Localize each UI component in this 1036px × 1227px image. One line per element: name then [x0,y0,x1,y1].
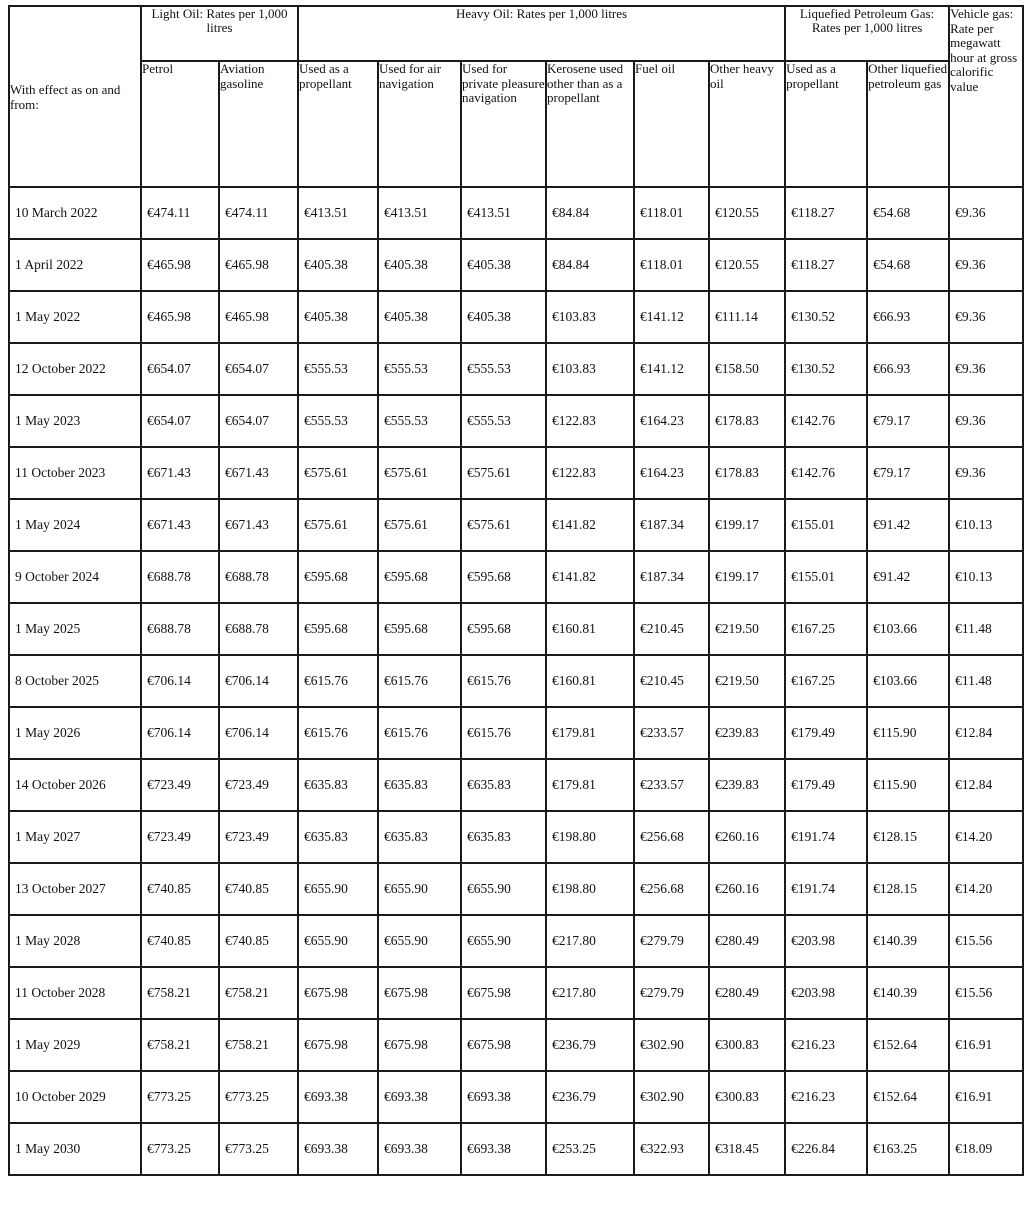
vehicle-gas-rate-cell: €9.36 [949,187,1023,239]
aviation-gasoline-rate-cell: €465.98 [219,239,298,291]
other-heavy-oil-rate-cell: €280.49 [709,915,785,967]
heavy-oil-propellant-rate-cell: €615.76 [298,707,378,759]
heavy-oil-propellant-rate-cell: €413.51 [298,187,378,239]
other-lpg-rate-cell: €152.64 [867,1071,949,1123]
other-heavy-oil-rate-cell: €280.49 [709,967,785,1019]
other-lpg-rate-cell: €91.42 [867,499,949,551]
kerosene-rate-cell: €122.83 [546,447,634,499]
aviation-gasoline-rate-cell: €740.85 [219,863,298,915]
other-lpg-rate-cell: €140.39 [867,915,949,967]
table-row [9,603,1023,655]
other-lpg-rate-cell: €54.68 [867,187,949,239]
petrol-rate-cell: €654.07 [141,343,219,395]
other-heavy-oil-rate-cell: €178.83 [709,447,785,499]
private-pleasure-navigation-rate-cell: €595.68 [461,551,546,603]
petrol-rate-cell: €671.43 [141,499,219,551]
lpg-propellant-rate-cell: €130.52 [785,343,867,395]
column-header-other-heavy-oil: Other heavy oil [709,61,785,187]
kerosene-rate-cell: €160.81 [546,603,634,655]
lpg-propellant-rate-cell: €155.01 [785,551,867,603]
petrol-rate-cell: €758.21 [141,967,219,1019]
kerosene-rate-cell: €198.80 [546,811,634,863]
air-navigation-rate-cell: €675.98 [378,1019,461,1071]
petrol-rate-cell: €723.49 [141,811,219,863]
other-heavy-oil-rate-cell: €178.83 [709,395,785,447]
other-heavy-oil-rate-cell: €120.55 [709,239,785,291]
vehicle-gas-rate-cell: €15.56 [949,967,1023,1019]
table-row [9,863,1023,915]
other-heavy-oil-rate-cell: €318.45 [709,1123,785,1175]
air-navigation-rate-cell: €413.51 [378,187,461,239]
rates-table-body [9,187,1023,1175]
rates-table [8,5,1024,1176]
fuel-oil-rate-cell: €164.23 [634,395,709,447]
heavy-oil-propellant-rate-cell: €595.68 [298,551,378,603]
lpg-propellant-rate-cell: €179.49 [785,759,867,811]
lpg-propellant-rate-cell: €191.74 [785,811,867,863]
heavy-oil-propellant-rate-cell: €405.38 [298,291,378,343]
effective-date-cell: 12 October 2022 [9,343,141,395]
effective-date-cell: 14 October 2026 [9,759,141,811]
aviation-gasoline-rate-cell: €465.98 [219,291,298,343]
table-row [9,915,1023,967]
lpg-propellant-rate-cell: €167.25 [785,655,867,707]
kerosene-rate-cell: €198.80 [546,863,634,915]
aviation-gasoline-rate-cell: €654.07 [219,395,298,447]
fuel-oil-rate-cell: €141.12 [634,291,709,343]
air-navigation-rate-cell: €555.53 [378,343,461,395]
heavy-oil-propellant-rate-cell: €675.98 [298,1019,378,1071]
fuel-oil-rate-cell: €187.34 [634,551,709,603]
private-pleasure-navigation-rate-cell: €405.38 [461,239,546,291]
effective-date-cell: 10 October 2029 [9,1071,141,1123]
aviation-gasoline-rate-cell: €723.49 [219,759,298,811]
table-row [9,707,1023,759]
private-pleasure-navigation-rate-cell: €635.83 [461,759,546,811]
heavy-oil-propellant-rate-cell: €693.38 [298,1123,378,1175]
vehicle-gas-rate-cell: €10.13 [949,551,1023,603]
private-pleasure-navigation-rate-cell: €405.38 [461,291,546,343]
other-lpg-rate-cell: €152.64 [867,1019,949,1071]
aviation-gasoline-rate-cell: €740.85 [219,915,298,967]
lpg-propellant-rate-cell: €142.76 [785,447,867,499]
aviation-gasoline-rate-cell: €773.25 [219,1123,298,1175]
petrol-rate-cell: €723.49 [141,759,219,811]
petrol-rate-cell: €773.25 [141,1123,219,1175]
other-lpg-rate-cell: €163.25 [867,1123,949,1175]
lpg-propellant-rate-cell: €130.52 [785,291,867,343]
private-pleasure-navigation-rate-cell: €615.76 [461,655,546,707]
petrol-rate-cell: €740.85 [141,863,219,915]
other-heavy-oil-rate-cell: €158.50 [709,343,785,395]
lpg-propellant-rate-cell: €216.23 [785,1071,867,1123]
lpg-propellant-rate-cell: €142.76 [785,395,867,447]
vehicle-gas-rate-cell: €15.56 [949,915,1023,967]
kerosene-rate-cell: €179.81 [546,707,634,759]
heavy-oil-propellant-rate-cell: €575.61 [298,499,378,551]
petrol-rate-cell: €465.98 [141,239,219,291]
aviation-gasoline-rate-cell: €474.11 [219,187,298,239]
table-row [9,967,1023,1019]
air-navigation-rate-cell: €655.90 [378,863,461,915]
table-row [9,291,1023,343]
aviation-gasoline-rate-cell: €706.14 [219,707,298,759]
effective-date-cell: 1 May 2026 [9,707,141,759]
effective-date-cell: 11 October 2028 [9,967,141,1019]
kerosene-rate-cell: €84.84 [546,239,634,291]
other-heavy-oil-rate-cell: €219.50 [709,655,785,707]
other-lpg-rate-cell: €140.39 [867,967,949,1019]
table-row [9,1123,1023,1175]
table-row [9,1019,1023,1071]
private-pleasure-navigation-rate-cell: €635.83 [461,811,546,863]
other-lpg-rate-cell: €54.68 [867,239,949,291]
fuel-oil-rate-cell: €233.57 [634,759,709,811]
other-heavy-oil-rate-cell: €120.55 [709,187,785,239]
aviation-gasoline-rate-cell: €706.14 [219,655,298,707]
other-lpg-rate-cell: €115.90 [867,759,949,811]
fuel-oil-rate-cell: €118.01 [634,239,709,291]
vehicle-gas-rate-cell: €9.36 [949,395,1023,447]
kerosene-rate-cell: €236.79 [546,1071,634,1123]
heavy-oil-propellant-rate-cell: €555.53 [298,343,378,395]
petrol-rate-cell: €474.11 [141,187,219,239]
effective-date-cell: 1 May 2030 [9,1123,141,1175]
column-header-kerosene: Kerosene used other than as a propellant [546,61,634,187]
kerosene-rate-cell: €253.25 [546,1123,634,1175]
kerosene-rate-cell: €103.83 [546,343,634,395]
private-pleasure-navigation-rate-cell: €615.76 [461,707,546,759]
fuel-oil-rate-cell: €279.79 [634,967,709,1019]
fuel-oil-rate-cell: €256.68 [634,863,709,915]
heavy-oil-propellant-rate-cell: €635.83 [298,811,378,863]
other-lpg-rate-cell: €66.93 [867,291,949,343]
column-header-lpg-propellant: Used as a propellant [785,61,867,187]
other-lpg-rate-cell: €128.15 [867,811,949,863]
air-navigation-rate-cell: €405.38 [378,291,461,343]
effective-date-cell: 1 May 2022 [9,291,141,343]
air-navigation-rate-cell: €655.90 [378,915,461,967]
vehicle-gas-rate-cell: €16.91 [949,1071,1023,1123]
date-column-header: With effect as on and from: [9,6,141,187]
private-pleasure-navigation-rate-cell: €675.98 [461,1019,546,1071]
lpg-propellant-rate-cell: €226.84 [785,1123,867,1175]
other-lpg-rate-cell: €103.66 [867,655,949,707]
other-heavy-oil-rate-cell: €260.16 [709,811,785,863]
other-lpg-rate-cell: €79.17 [867,395,949,447]
aviation-gasoline-rate-cell: €758.21 [219,1019,298,1071]
air-navigation-rate-cell: €595.68 [378,551,461,603]
heavy-oil-propellant-rate-cell: €655.90 [298,915,378,967]
vehicle-gas-rate-cell: €14.20 [949,863,1023,915]
fuel-oil-rate-cell: €279.79 [634,915,709,967]
heavy-oil-propellant-rate-cell: €595.68 [298,603,378,655]
column-header-air-navigation: Used for air navigation [378,61,461,187]
private-pleasure-navigation-rate-cell: €595.68 [461,603,546,655]
heavy-oil-propellant-rate-cell: €405.38 [298,239,378,291]
vehicle-gas-rate-cell: €14.20 [949,811,1023,863]
effective-date-cell: 1 May 2029 [9,1019,141,1071]
vehicle-gas-rate-cell: €9.36 [949,343,1023,395]
other-lpg-rate-cell: €91.42 [867,551,949,603]
column-header-other-lpg: Other liquefied petroleum gas [867,61,949,187]
column-header-fuel-oil: Fuel oil [634,61,709,187]
aviation-gasoline-rate-cell: €688.78 [219,603,298,655]
kerosene-rate-cell: €141.82 [546,499,634,551]
table-row [9,447,1023,499]
fuel-oil-rate-cell: €322.93 [634,1123,709,1175]
other-heavy-oil-rate-cell: €260.16 [709,863,785,915]
aviation-gasoline-rate-cell: €758.21 [219,967,298,1019]
lpg-propellant-rate-cell: €216.23 [785,1019,867,1071]
other-heavy-oil-rate-cell: €199.17 [709,551,785,603]
kerosene-rate-cell: €122.83 [546,395,634,447]
table-row [9,187,1023,239]
air-navigation-rate-cell: €595.68 [378,603,461,655]
effective-date-cell: 8 October 2025 [9,655,141,707]
light-oil-group-header: Light Oil: Rates per 1,000 litres [141,6,298,61]
other-heavy-oil-rate-cell: €111.14 [709,291,785,343]
vehicle-gas-rate-cell: €11.48 [949,655,1023,707]
kerosene-rate-cell: €160.81 [546,655,634,707]
table-row [9,655,1023,707]
column-header-petrol: Petrol [141,61,219,187]
effective-date-cell: 1 April 2022 [9,239,141,291]
table-row [9,759,1023,811]
table-row [9,239,1023,291]
group-header-row [9,6,1023,61]
air-navigation-rate-cell: €555.53 [378,395,461,447]
other-heavy-oil-rate-cell: €300.83 [709,1071,785,1123]
table-row [9,395,1023,447]
petrol-rate-cell: €671.43 [141,447,219,499]
private-pleasure-navigation-rate-cell: €555.53 [461,395,546,447]
table-row [9,551,1023,603]
private-pleasure-navigation-rate-cell: €655.90 [461,863,546,915]
vehicle-gas-rate-cell: €16.91 [949,1019,1023,1071]
kerosene-rate-cell: €217.80 [546,967,634,1019]
kerosene-rate-cell: €217.80 [546,915,634,967]
vehicle-gas-rate-cell: €18.09 [949,1123,1023,1175]
effective-date-cell: 1 May 2027 [9,811,141,863]
effective-date-cell: 9 October 2024 [9,551,141,603]
fuel-oil-rate-cell: €187.34 [634,499,709,551]
fuel-oil-rate-cell: €302.90 [634,1019,709,1071]
aviation-gasoline-rate-cell: €654.07 [219,343,298,395]
heavy-oil-propellant-rate-cell: €635.83 [298,759,378,811]
other-heavy-oil-rate-cell: €300.83 [709,1019,785,1071]
petrol-rate-cell: €688.78 [141,603,219,655]
effective-date-cell: 10 March 2022 [9,187,141,239]
kerosene-rate-cell: €103.83 [546,291,634,343]
vehicle-gas-rate-cell: €12.84 [949,707,1023,759]
lpg-propellant-rate-cell: €179.49 [785,707,867,759]
lpg-propellant-rate-cell: €203.98 [785,915,867,967]
table-row [9,499,1023,551]
petrol-rate-cell: €773.25 [141,1071,219,1123]
fuel-oil-rate-cell: €210.45 [634,603,709,655]
air-navigation-rate-cell: €575.61 [378,447,461,499]
aviation-gasoline-rate-cell: €773.25 [219,1071,298,1123]
vehicle-gas-rate-cell: €11.48 [949,603,1023,655]
effective-date-cell: 11 October 2023 [9,447,141,499]
heavy-oil-propellant-rate-cell: €555.53 [298,395,378,447]
kerosene-rate-cell: €141.82 [546,551,634,603]
effective-date-cell: 1 May 2025 [9,603,141,655]
petrol-rate-cell: €706.14 [141,655,219,707]
heavy-oil-propellant-rate-cell: €615.76 [298,655,378,707]
heavy-oil-propellant-rate-cell: €693.38 [298,1071,378,1123]
other-lpg-rate-cell: €128.15 [867,863,949,915]
lpg-propellant-rate-cell: €191.74 [785,863,867,915]
fuel-oil-rate-cell: €256.68 [634,811,709,863]
air-navigation-rate-cell: €693.38 [378,1071,461,1123]
table-row [9,1071,1023,1123]
effective-date-cell: 1 May 2028 [9,915,141,967]
column-header-heavy-oil-propellant: Used as a propellant [298,61,378,187]
private-pleasure-navigation-rate-cell: €575.61 [461,499,546,551]
kerosene-rate-cell: €84.84 [546,187,634,239]
aviation-gasoline-rate-cell: €688.78 [219,551,298,603]
other-heavy-oil-rate-cell: €199.17 [709,499,785,551]
kerosene-rate-cell: €236.79 [546,1019,634,1071]
lpg-group-header: Liquefied Petroleum Gas: Rates per 1,000 litres [785,6,949,61]
lpg-propellant-rate-cell: €167.25 [785,603,867,655]
fuel-oil-rate-cell: €118.01 [634,187,709,239]
air-navigation-rate-cell: €405.38 [378,239,461,291]
fuel-oil-rate-cell: €302.90 [634,1071,709,1123]
private-pleasure-navigation-rate-cell: €693.38 [461,1071,546,1123]
aviation-gasoline-rate-cell: €671.43 [219,499,298,551]
vehicle-gas-rate-cell: €12.84 [949,759,1023,811]
heavy-oil-propellant-rate-cell: €675.98 [298,967,378,1019]
heavy-oil-group-header: Heavy Oil: Rates per 1,000 litres [298,6,785,61]
other-lpg-rate-cell: €103.66 [867,603,949,655]
petrol-rate-cell: €706.14 [141,707,219,759]
fuel-oil-rate-cell: €210.45 [634,655,709,707]
lpg-propellant-rate-cell: €203.98 [785,967,867,1019]
air-navigation-rate-cell: €575.61 [378,499,461,551]
petrol-rate-cell: €688.78 [141,551,219,603]
other-heavy-oil-rate-cell: €239.83 [709,707,785,759]
other-lpg-rate-cell: €79.17 [867,447,949,499]
other-lpg-rate-cell: €115.90 [867,707,949,759]
air-navigation-rate-cell: €615.76 [378,707,461,759]
lpg-propellant-rate-cell: €155.01 [785,499,867,551]
private-pleasure-navigation-rate-cell: €555.53 [461,343,546,395]
vehicle-gas-rate-cell: €9.36 [949,291,1023,343]
column-header-private-pleasure-navigation: Used for private pleasure navigation [461,61,546,187]
fuel-oil-rate-cell: €164.23 [634,447,709,499]
lpg-propellant-rate-cell: €118.27 [785,239,867,291]
kerosene-rate-cell: €179.81 [546,759,634,811]
air-navigation-rate-cell: €693.38 [378,1123,461,1175]
private-pleasure-navigation-rate-cell: €413.51 [461,187,546,239]
private-pleasure-navigation-rate-cell: €675.98 [461,967,546,1019]
lpg-propellant-rate-cell: €118.27 [785,187,867,239]
column-header-row [9,61,1023,187]
air-navigation-rate-cell: €615.76 [378,655,461,707]
effective-date-cell: 13 October 2027 [9,863,141,915]
table-row [9,811,1023,863]
petrol-rate-cell: €758.21 [141,1019,219,1071]
private-pleasure-navigation-rate-cell: €655.90 [461,915,546,967]
air-navigation-rate-cell: €675.98 [378,967,461,1019]
effective-date-cell: 1 May 2023 [9,395,141,447]
aviation-gasoline-rate-cell: €671.43 [219,447,298,499]
other-heavy-oil-rate-cell: €219.50 [709,603,785,655]
fuel-oil-rate-cell: €141.12 [634,343,709,395]
table-row [9,343,1023,395]
petrol-rate-cell: €465.98 [141,291,219,343]
effective-date-cell: 1 May 2024 [9,499,141,551]
heavy-oil-propellant-rate-cell: €575.61 [298,447,378,499]
vehicle-gas-rate-cell: €9.36 [949,239,1023,291]
petrol-rate-cell: €740.85 [141,915,219,967]
petrol-rate-cell: €654.07 [141,395,219,447]
column-header-aviation-gasoline: Aviation gasoline [219,61,298,187]
vehicle-gas-rate-cell: €10.13 [949,499,1023,551]
private-pleasure-navigation-rate-cell: €575.61 [461,447,546,499]
air-navigation-rate-cell: €635.83 [378,759,461,811]
vehicle-gas-header: Vehicle gas: Rate per megawatt hour at gross calorific value [949,6,1023,187]
other-heavy-oil-rate-cell: €239.83 [709,759,785,811]
other-lpg-rate-cell: €66.93 [867,343,949,395]
heavy-oil-propellant-rate-cell: €655.90 [298,863,378,915]
aviation-gasoline-rate-cell: €723.49 [219,811,298,863]
fuel-oil-rate-cell: €233.57 [634,707,709,759]
vehicle-gas-rate-cell: €9.36 [949,447,1023,499]
air-navigation-rate-cell: €635.83 [378,811,461,863]
private-pleasure-navigation-rate-cell: €693.38 [461,1123,546,1175]
